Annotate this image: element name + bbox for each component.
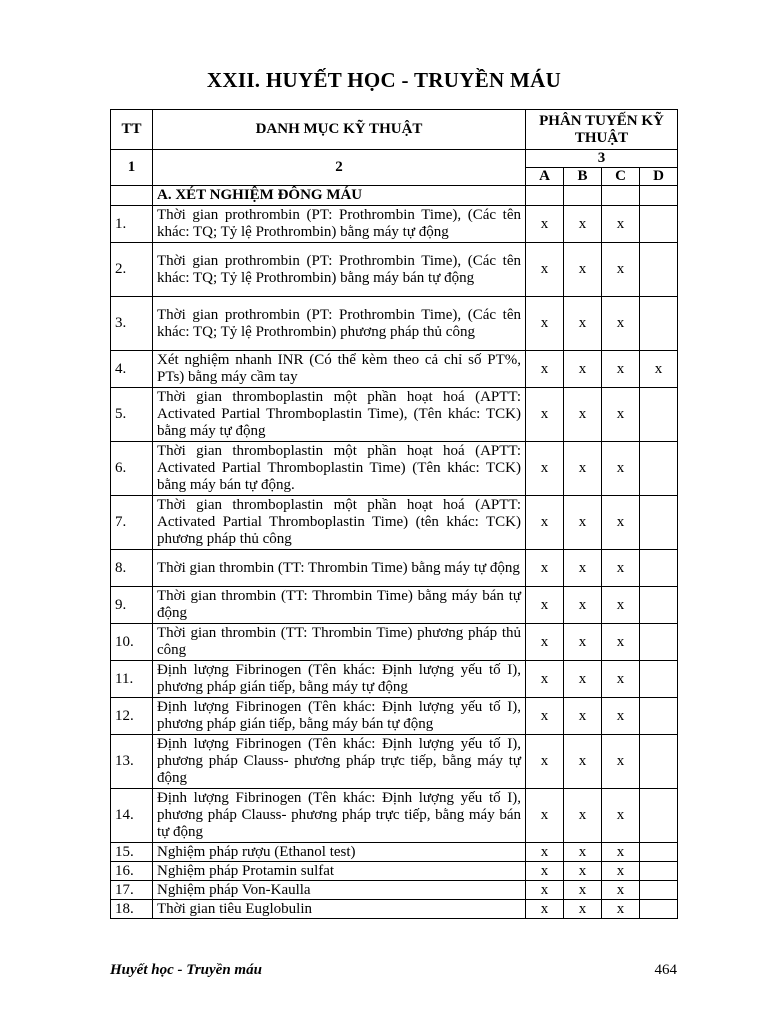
technique-name: Thời gian thrombin (TT: Thrombin Time) bằng máy tự động	[153, 550, 526, 587]
level-mark-c: x	[602, 297, 640, 351]
level-mark-c: x	[602, 789, 640, 843]
header-name: DANH MỤC KỸ THUẬT	[153, 110, 526, 150]
row-number: 5.	[111, 388, 153, 442]
level-mark-a: x	[526, 496, 564, 550]
table-row	[111, 900, 678, 919]
level-mark-b: x	[564, 624, 602, 661]
level-mark-a: x	[526, 297, 564, 351]
technique-name: Thời gian prothrombin (PT: Prothrombin Time), (Các tên khác: TQ; Tỷ lệ Prothrombin) bằng máy tự động	[153, 206, 526, 243]
level-mark-d	[640, 442, 678, 496]
level-mark-d	[640, 624, 678, 661]
level-mark-c: x	[602, 351, 640, 388]
level-mark-d	[640, 297, 678, 351]
level-mark-b: x	[564, 243, 602, 297]
level-mark-a: x	[526, 587, 564, 624]
table-row	[111, 496, 678, 550]
level-mark-a: x	[526, 206, 564, 243]
row-number: 9.	[111, 587, 153, 624]
level-mark-b: x	[564, 442, 602, 496]
technique-name: Thời gian prothrombin (PT: Prothrombin Time), (Các tên khác: TQ; Tỷ lệ Prothrombin) phương pháp thủ công	[153, 297, 526, 351]
table-row	[111, 698, 678, 735]
level-mark-b: x	[564, 789, 602, 843]
level-mark-b: x	[564, 862, 602, 881]
level-mark-c: x	[602, 206, 640, 243]
level-mark-b: x	[564, 297, 602, 351]
table-row	[111, 843, 678, 862]
row-number: 11.	[111, 661, 153, 698]
level-mark-c: x	[602, 900, 640, 919]
technique-name: Thời gian prothrombin (PT: Prothrombin Time), (Các tên khác: TQ; Tỷ lệ Prothrombin) bằng máy bán tự động	[153, 243, 526, 297]
header-col-num-3: 3	[526, 150, 678, 168]
header-level-d: D	[640, 168, 678, 186]
level-mark-c: x	[602, 388, 640, 442]
level-mark-d	[640, 243, 678, 297]
table-row	[111, 624, 678, 661]
table-row	[111, 550, 678, 587]
row-number: 3.	[111, 297, 153, 351]
page-title: XXII. HUYẾT HỌC - TRUYỀN MÁU	[206, 68, 562, 92]
level-mark-c: x	[602, 550, 640, 587]
level-mark-d	[640, 900, 678, 919]
header-col-num-2: 2	[153, 150, 526, 186]
technique-name: Nghiệm pháp rượu (Ethanol test)	[153, 843, 526, 862]
row-number: 7.	[111, 496, 153, 550]
level-mark-a: x	[526, 442, 564, 496]
level-mark-b: x	[564, 351, 602, 388]
level-mark-a: x	[526, 881, 564, 900]
header-phan-tuyen: PHÂN TUYẾN KỸ THUẬT	[526, 110, 678, 150]
technique-name: Thời gian thromboplastin một phần hoạt hoá (APTT: Activated Partial Thromboplastin Time), (Tên khác: TCK) bằng máy tự động	[153, 388, 526, 442]
row-number: 1.	[111, 206, 153, 243]
table-row	[111, 862, 678, 881]
level-mark-d: x	[640, 351, 678, 388]
level-mark-b: x	[564, 698, 602, 735]
level-mark-d	[640, 862, 678, 881]
row-number: 13.	[111, 735, 153, 789]
row-number: 2.	[111, 243, 153, 297]
technique-name: Thời gian thromboplastin một phần hoạt hoá (APTT: Activated Partial Thromboplastin Time) (Tên khác: TCK) bằng máy bán tự động.	[153, 442, 526, 496]
row-number: 17.	[111, 881, 153, 900]
table-row	[111, 881, 678, 900]
level-mark-c: x	[602, 881, 640, 900]
header-tt: TT	[111, 110, 153, 150]
level-mark-d	[640, 587, 678, 624]
table-row	[111, 661, 678, 698]
header-level-c: C	[602, 168, 640, 186]
table-row	[111, 789, 678, 843]
level-mark-a: x	[526, 351, 564, 388]
level-mark-a: x	[526, 550, 564, 587]
technique-name: Định lượng Fibrinogen (Tên khác: Định lượng yếu tố I), phương pháp gián tiếp, bằng máy tự động	[153, 661, 526, 698]
row-number: 14.	[111, 789, 153, 843]
level-mark-b: x	[564, 735, 602, 789]
row-number: 6.	[111, 442, 153, 496]
level-mark-d	[640, 698, 678, 735]
row-number: 15.	[111, 843, 153, 862]
level-mark-a: x	[526, 624, 564, 661]
level-mark-b: x	[564, 206, 602, 243]
table-row	[111, 297, 678, 351]
level-mark-a: x	[526, 789, 564, 843]
row-number: 4.	[111, 351, 153, 388]
table-row	[111, 351, 678, 388]
header-col-num-1: 1	[111, 150, 153, 186]
level-mark-a: x	[526, 388, 564, 442]
level-mark-b: x	[564, 496, 602, 550]
section-tt-cell	[111, 186, 153, 206]
row-number: 16.	[111, 862, 153, 881]
level-mark-b: x	[564, 661, 602, 698]
row-number: 8.	[111, 550, 153, 587]
level-mark-a: x	[526, 843, 564, 862]
level-mark-b: x	[564, 881, 602, 900]
row-number: 10.	[111, 624, 153, 661]
level-mark-b: x	[564, 388, 602, 442]
level-mark-c: x	[602, 661, 640, 698]
level-mark-a: x	[526, 900, 564, 919]
level-mark-d	[640, 881, 678, 900]
level-mark-c: x	[602, 587, 640, 624]
technique-name: Thời gian thrombin (TT: Thrombin Time) bằng máy bán tự động	[153, 587, 526, 624]
level-mark-b: x	[564, 843, 602, 862]
technique-name: Định lượng Fibrinogen (Tên khác: Định lượng yếu tố I), phương pháp Clauss- phương pháp trực tiếp, bằng máy bán tự động	[153, 789, 526, 843]
footer-chapter: Huyết học - Truyền máu	[110, 962, 262, 978]
technique-name: Xét nghiệm nhanh INR (Có thể kèm theo cả chỉ số PT%, PTs) bằng máy cầm tay	[153, 351, 526, 388]
table-row	[111, 388, 678, 442]
level-mark-a: x	[526, 698, 564, 735]
level-mark-c: x	[602, 496, 640, 550]
row-number: 12.	[111, 698, 153, 735]
level-mark-a: x	[526, 735, 564, 789]
technique-name: Định lượng Fibrinogen (Tên khác: Định lượng yếu tố I), phương pháp Clauss- phương pháp trực tiếp, bằng máy tự động	[153, 735, 526, 789]
table-row	[111, 442, 678, 496]
level-mark-b: x	[564, 550, 602, 587]
header-level-b: B	[564, 168, 602, 186]
level-mark-a: x	[526, 243, 564, 297]
level-mark-a: x	[526, 661, 564, 698]
table-row	[111, 587, 678, 624]
level-mark-d	[640, 550, 678, 587]
header-level-a: A	[526, 168, 564, 186]
level-mark-d	[640, 206, 678, 243]
table-row	[111, 243, 678, 297]
table-row	[111, 735, 678, 789]
level-mark-c: x	[602, 243, 640, 297]
technique-table	[110, 109, 678, 919]
table-row	[111, 206, 678, 243]
level-mark-d	[640, 661, 678, 698]
level-mark-c: x	[602, 735, 640, 789]
level-mark-b: x	[564, 587, 602, 624]
level-mark-a: x	[526, 862, 564, 881]
level-mark-c: x	[602, 698, 640, 735]
level-mark-c: x	[602, 442, 640, 496]
technique-name: Thời gian thrombin (TT: Thrombin Time) phương pháp thủ công	[153, 624, 526, 661]
level-mark-b: x	[564, 900, 602, 919]
level-mark-c: x	[602, 843, 640, 862]
level-mark-c: x	[602, 624, 640, 661]
level-mark-d	[640, 496, 678, 550]
technique-name: Thời gian thromboplastin một phần hoạt hoá (APTT: Activated Partial Thromboplastin Time) (tên khác: TCK) phương pháp thủ công	[153, 496, 526, 550]
technique-name: Nghiệm pháp Protamin sulfat	[153, 862, 526, 881]
technique-name: Định lượng Fibrinogen (Tên khác: Định lượng yếu tố I), phương pháp gián tiếp, bằng máy bán tự động	[153, 698, 526, 735]
level-mark-d	[640, 843, 678, 862]
technique-name: Thời gian tiêu Euglobulin	[153, 900, 526, 919]
row-number: 18.	[111, 900, 153, 919]
level-mark-c: x	[602, 862, 640, 881]
level-mark-d	[640, 789, 678, 843]
technique-name: Nghiệm pháp Von-Kaulla	[153, 881, 526, 900]
section-heading: A. XÉT NGHIỆM ĐÔNG MÁU	[153, 186, 526, 206]
level-mark-d	[640, 735, 678, 789]
footer-page-number: 464	[654, 962, 677, 978]
level-mark-d	[640, 388, 678, 442]
